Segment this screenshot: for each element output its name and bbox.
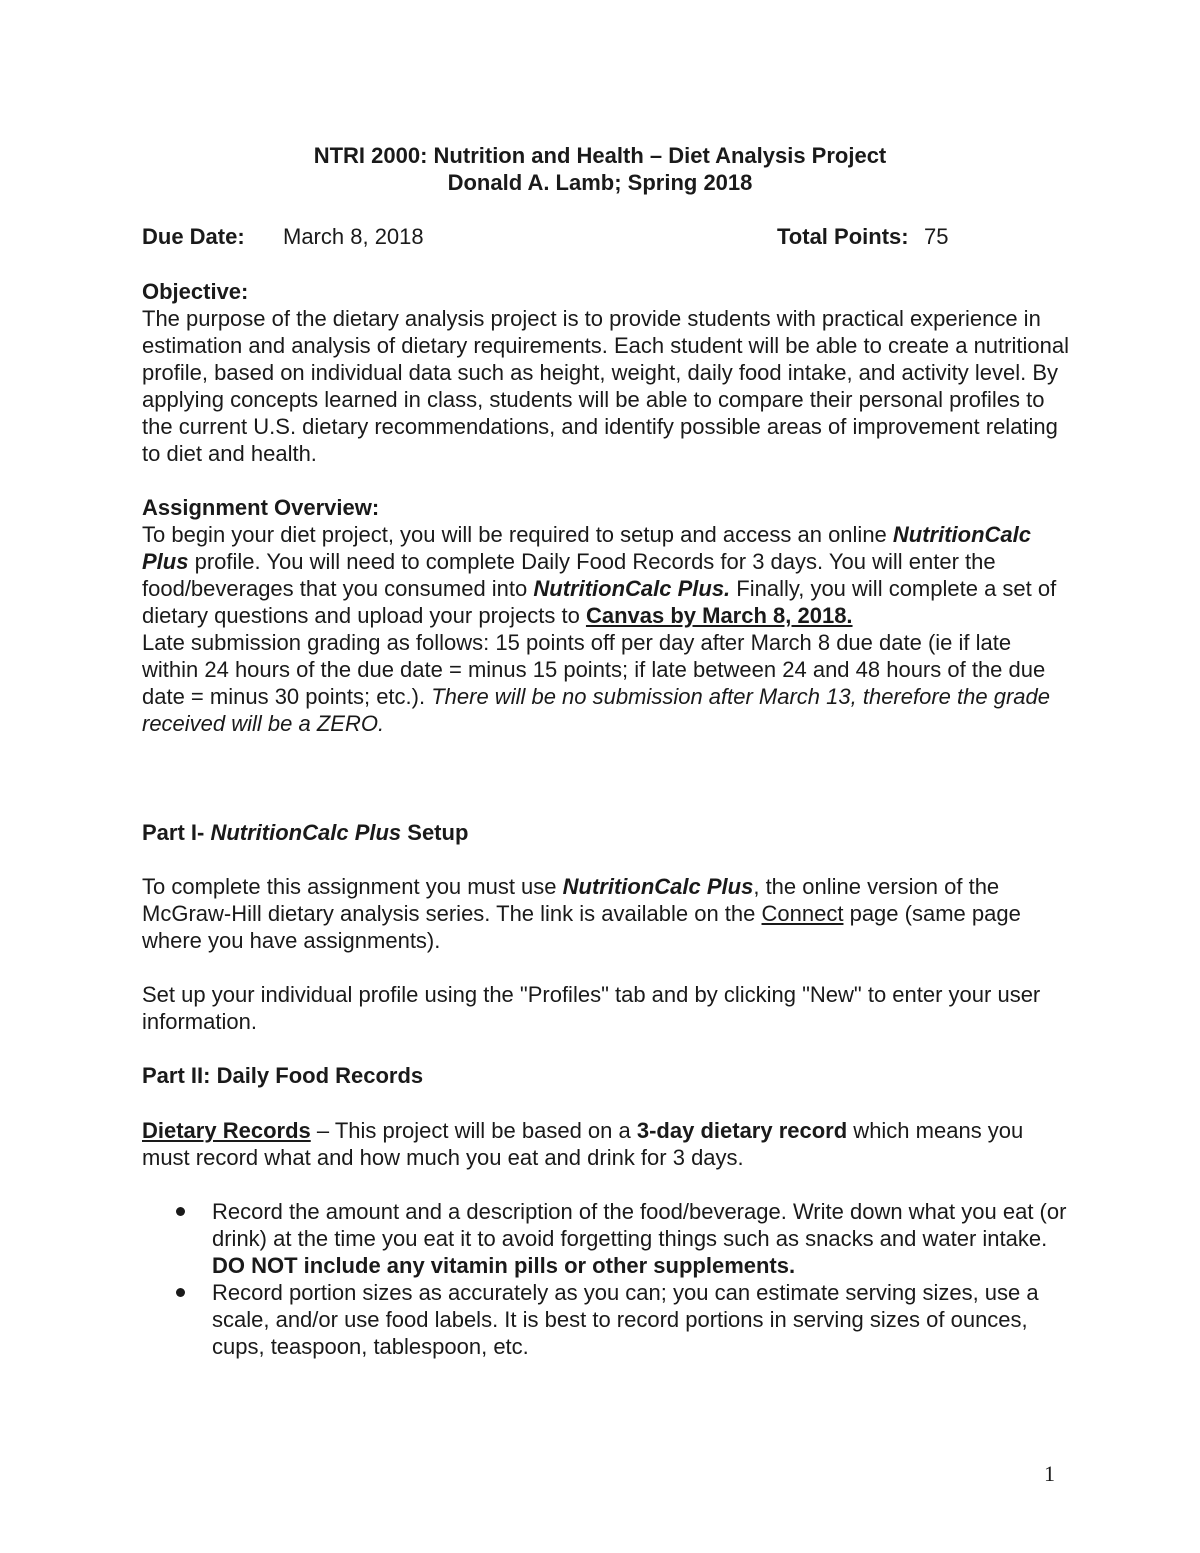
nutritioncalc-brand: NutritionCalc Plus bbox=[562, 874, 754, 899]
dietary-records-paragraph: Dietary Records – This project will be based on a 3-day dietary record which means you must record what and how much you eat and drink for 3 days. bbox=[142, 1118, 1024, 1170]
objective-section bbox=[142, 278, 1072, 467]
nutritioncalc-brand: NutritionCalc Plus. bbox=[533, 576, 731, 601]
total-points-value: 75 bbox=[924, 224, 949, 249]
bullet-icon bbox=[176, 1288, 185, 1297]
document-subtitle: Donald A. Lamb; Spring 2018 bbox=[447, 170, 753, 195]
late-policy-paragraph: Late submission grading as follows: 15 points off per day after March 8 due date (ie if late within 24 hours of the due date = minus 15 points; if late between 24 and 48 hours of the due date = minus 30 points; etc.). There will be no submission after March 13, therefore the grade received will be a ZERO. bbox=[142, 630, 1050, 736]
total-points-label: Total Points: bbox=[777, 224, 909, 249]
no-submission-note: There will be no submission after March 13, therefore the grade received will be a ZERO. bbox=[142, 684, 1050, 736]
part2-heading: Part II: Daily Food Records bbox=[142, 1063, 424, 1088]
due-date-label: Due Date: bbox=[142, 224, 245, 249]
bullet-icon bbox=[176, 1207, 185, 1216]
profile-setup-paragraph: Set up your individual profile using the "Profiles" tab and by clicking "New" to enter your user information. bbox=[142, 982, 1041, 1034]
part1-paragraph: To complete this assignment you must use NutritionCalc Plus, the online version of the McGraw-Hill dietary analysis series. The link is available on the Connect page (same page where you have assignments). bbox=[142, 874, 1021, 953]
overview-heading: Assignment Overview: bbox=[142, 495, 380, 520]
nutritioncalc-brand: NutritionCalc Plus bbox=[142, 522, 1032, 574]
overview-paragraph: To begin your diet project, you will be required to setup and access an online NutritionCalc Plus profile. You will need to complete Daily Food Records for 3 days. You will enter the food/beverages that you consumed into NutritionCalc Plus. Finally, you will complete a set of dietary questions and upload your projects to Canvas by March 8, 2018. bbox=[142, 522, 1057, 628]
document-page: NTRI 2000: Nutrition and Health – Diet Analysis Project Donald A. Lamb; Spring 2018 Due Date: March 8, 2018 Total Points: 75 Objective: The purpose of the dietary analysis project is to provide students with practical experience in estimation and analysis of dietary requirements. Each student will be able to create a nutritional profile, based on individual data such as height, weight, daily food intake, and activity level. By applying concepts learned in class, students will be able to compare their personal profiles to the current U.S. dietary recommendations, and identify possible areas of improvement relating to diet and health. Assignment Overview: To begin your diet project, you will be required to setup and access an online NutritionCalc Plus profile. You will need to complete Daily Food Records for 3 days. You will enter the food/beverages that you consumed into NutritionCalc Plus. Finally, you will complete a set of dietary questions and upload your projects to Canvas by March 8, 2018. Late submission grading as follows: 15 points off per day after March 8 due date (ie if late within 24 hours of the due date = minus 15 points; if late between 24 and 48 hours of the due date = minus 30 points; etc.). There will be no submission after March 13, therefore the grade received will be a ZERO. Part I- NutritionCalc Plus Setup To complete this assignment you must use NutritionCalc Plus, the online version of the McGraw-Hill dietary analysis series. The link is available on the Connect page (same page where you have assignments). Set up your individual profile using the "Profiles" tab and by clicking "New" to enter your user information. Part II: Daily Food Records Dietary Records – This project will be based on a 3-day dietary record which means you must record what and how much you eat and drink for 3 days. Record the amount and a description of the food/beverage. Write down what you eat (or drink) at the time you eat it to avoid forgetting things such as snacks and water intake. DO NOT include any vitamin pills or other supplements. Record portion sizes as accurately as you can; you can estimate serving sizes, use a scale, and/or use food labels. It is best to record portions in serving sizes of ounces, cups, teaspoon, tablespoon, etc. 1 bbox=[0, 0, 1200, 1553]
objective-text: The purpose of the dietary analysis project is to provide students with practical experience in estimation and analysis of dietary requirements. Each student will be able to create a nutritional profile, based on individual data such as height, weight, daily food intake, and activity level. By applying concepts learned in class, students will be able to compare their personal profiles to the current U.S. dietary recommendations, and identify possible areas of improvement relating to diet and health. bbox=[142, 306, 1069, 466]
canvas-deadline-link[interactable]: Canvas by March 8, 2018. bbox=[585, 603, 853, 628]
objective-heading: Objective: bbox=[142, 279, 249, 304]
overview-section bbox=[142, 494, 1072, 737]
dietary-records-label: Dietary Records bbox=[142, 1118, 311, 1143]
part1-heading: Part I- NutritionCalc Plus Setup bbox=[142, 820, 469, 845]
page-number: 1 bbox=[1044, 1461, 1055, 1486]
due-date-value: March 8, 2018 bbox=[283, 224, 424, 249]
document-title: NTRI 2000: Nutrition and Health – Diet Analysis Project bbox=[313, 143, 887, 168]
connect-link[interactable]: Connect bbox=[761, 901, 844, 926]
